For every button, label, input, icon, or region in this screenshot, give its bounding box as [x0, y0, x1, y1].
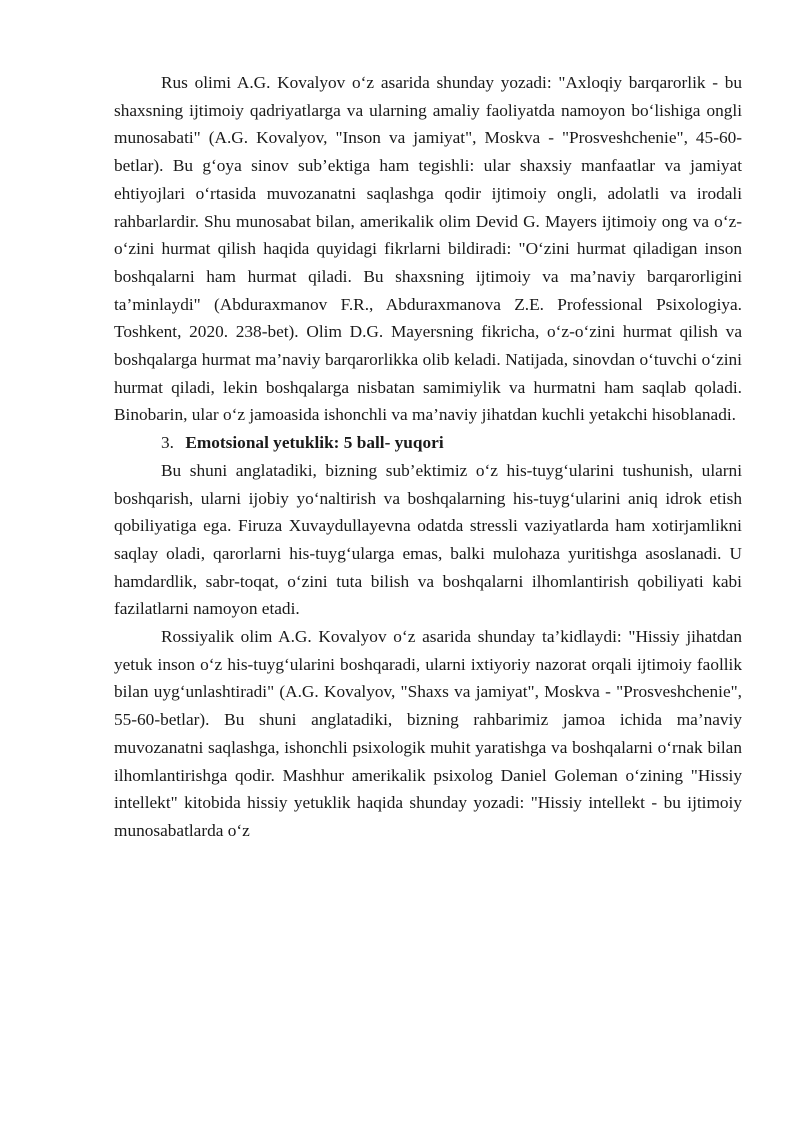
section-title: Emotsional yetuklik: 5 ball- yuqori [185, 433, 444, 453]
paragraph-kovalyov-emotional: Rossiyalik olim A.G. Kovalyov o‘z asarida shunday ta’kidlaydi: "Hissiy jihatdan yetuk inson o‘z his-tuyg‘ularini boshqaradi, ularni ixtiyoriy nazorat orqali ijtimoiy faollik bilan uyg‘unlashtiradi" (A.G. Kovalyov, "Shaxs va jamiyat", Moskva - "Prosveshchenie", 55-60-betlar). Bu shuni anglatadiki, bizning rahbarimiz jamoa ichida ma’naviy muvozanatni saqlashga, ishonchli psixologik muhit yaratishga va boshqalarni o‘rnak bilan ilhomlantirishga qodir. Mashhur amerikalik psixolog Daniel Goleman o‘zining "Hissiy intellekt" kitobida hissiy yetuklik haqida shunday yozadi: "Hissiy intellekt - bu ijtimoiy munosabatlarda o‘z [114, 627, 742, 840]
paragraph-kovalyov-moral-stability: Rus olimi A.G. Kovalyov o‘z asarida shunday yozadi: "Axloqiy barqarorlik - bu shaxsning ijtimoiy qadriyatlarga va ularning amaliy faoliyatda namoyon bo‘lishiga ongli munosabati" (A.G. Kovalyov, "Inson va jamiyat", Moskva - "Prosveshchenie", 45-60-betlar). Bu g‘oya sinov sub’ektiga ham tegishli: ular shaxsiy manfaatlar va jamiyat ehtiyojlari o‘rtasida muvozanatni saqlashga qodir ijtimoiy ongli, adolatli va irodali rahbarlardir. Shu munosabat bilan, amerikalik olim Devid G. Mayers ijtimoiy ong va o‘z-o‘zini hurmat qilish haqida quyidagi fikrlarni bildiradi: "O‘zini hurmat qiladigan inson boshqalarni ham hurmat qiladi. Bu shaxsning ijtimoiy va ma’naviy barqarorligini ta’minlaydi" (Abduraxmanov F.R., Abduraxmanova Z.E. Professional Psixologiya. Toshkent, 2020. 238-bet). Olim D.G. Mayersning fikricha, o‘z-o‘zini hurmat qilish va boshqalarga hurmat ma’naviy barqarorlikka olib keladi. Natijada, sinovdan o‘tuvchi o‘zini hurmat qiladi, lekin boshqalarga nisbatan samimiylik va hurmatni ham saqlab qoladi. Binobarin, ular o‘z jamoasida ishonchli va ma’naviy jihatdan kuchli yetakchi hisoblanadi. [114, 73, 742, 425]
section-heading-emotional-maturity [114, 429, 742, 457]
section-number: 3. [161, 433, 174, 453]
paragraph-emotional-maturity: Bu shuni anglatadiki, bizning sub’ektimiz o‘z his-tuyg‘ularini tushunish, ularni boshqarish, ularni ijobiy yo‘naltirish va boshqalarning his-tuyg‘ularini aniq idrok etish qobiliyatiga ega. Firuza Xuvaydullayevna odatda stressli vaziyatlarda ham xotirjamlikni saqlay oladi, qarorlarni his-tuyg‘ularga emas, balki mulohaza yuritishga asoslanadi. U hamdardlik, sabr-toqat, o‘zini tuta bilish va boshqalarni ilhomlantirish qobiliyati kabi fazilatlarni namoyon etadi. [114, 460, 742, 619]
document-page [114, 69, 742, 845]
